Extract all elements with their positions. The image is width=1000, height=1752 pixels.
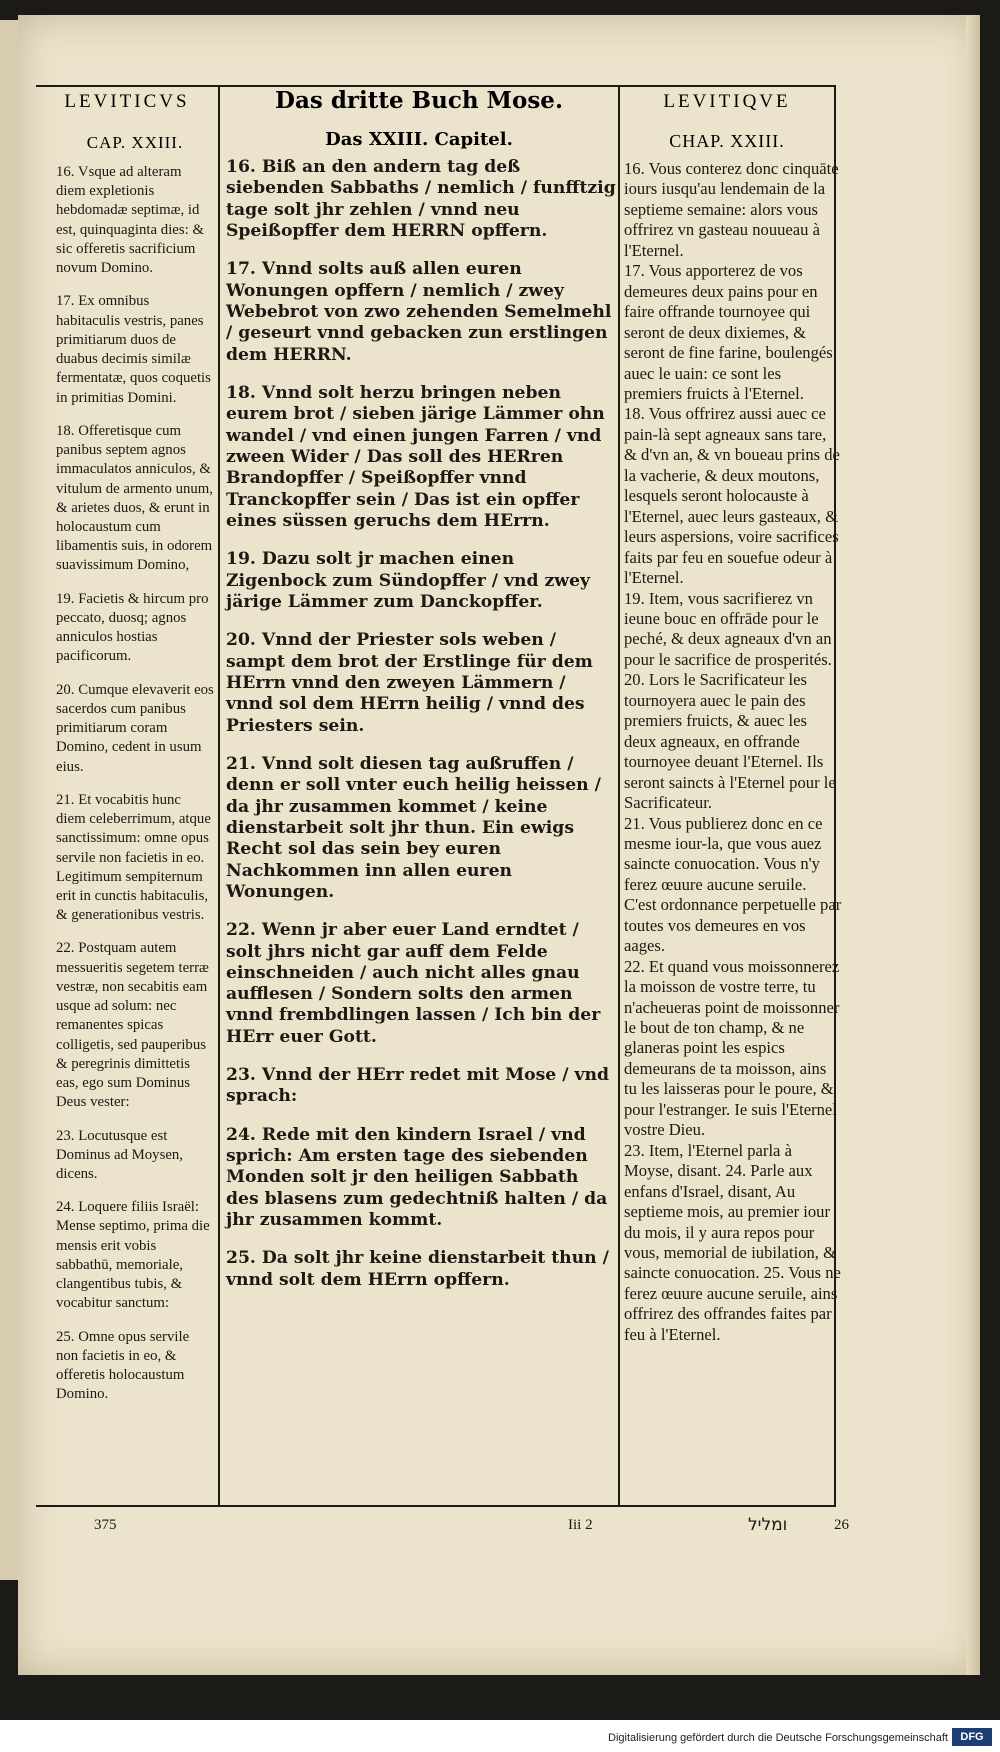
latin-verse-20: 20. Cumque elevaverit eos sacerdos cum panibus primitiarum coram Domino, cedent in usum eius. — [56, 681, 214, 775]
hebrew-catchword: ומליל — [748, 1515, 788, 1535]
french-verse-16: 16. Vous conterez donc cinquāte iours iusqu'au lendemain de la septieme semaine: alors vous offrirez vn gasteau nouueau à l'Eternel. — [624, 159, 839, 260]
latin-verse-23: 23. Locutusque est Dominus ad Moysen, dicens. — [56, 1127, 184, 1183]
chapter-german: Das XXIII. Capitel. — [325, 129, 513, 150]
german-verse-17: 17. Vnnd solts auß allen euren Wonungen opffern / nemlich / zwey Webebrot von zwo zehenden Semelmehl / geseurt vnnd gebacken zun erstlingen dem HERRN. — [226, 259, 612, 365]
column-rule-left — [218, 85, 220, 1505]
latin-verse-18: 18. Offeretisque cum panibus septem agnos immaculatos anniculos, & vitulum de armento unum, & arietes duos, & erunt in holocaustum cum libamentis suis, in odorem suavissimum Domino, — [56, 422, 213, 574]
german-verse-23: 23. Vnnd der HErr redet mit Mose / vnd sprach: — [226, 1065, 609, 1107]
chapter-french: CHAP. XXIII. — [669, 131, 785, 151]
german-column — [226, 157, 616, 1308]
credit-text: Digitalisierung gefördert durch die Deutsche Forschungsgemeinschaft — [608, 1732, 948, 1744]
text-frame — [36, 85, 842, 1495]
header-french: LEVITIQVE — [663, 91, 791, 112]
latin-verse-25: 25. Omne opus servile non facietis in eo, & offeretis holocaustum Domino. — [56, 1328, 190, 1403]
right-number: 26 — [834, 1517, 849, 1533]
latin-verse-17: 17. Ex omnibus habitaculis vestris, panes primitiarum duos de duabus decimis similæ fermentatæ, quos coquetis in primitias Domini. — [56, 293, 211, 406]
latin-column — [56, 163, 214, 1419]
french-verse-18: 18. Vous offrirez aussi auec ce pain-là sept agneaux sans tare, & d'vn an, & vn boueau prins de la vacherie, & deux moutons, lesquels seront holocauste à l'Eternel, auec leurs gasteaux, & leurs aspersions, voire sacrifices faits par feu en souefue odeur à l'Eternel. — [624, 404, 840, 588]
german-verse-25: 25. Da solt jhr keine dienstarbeit thun / vnnd solt dem HErrn opffern. — [226, 1248, 609, 1290]
french-verse-20: 20. Lors le Sacrificateur les tournoyera auec le pain des premiers fruicts, & auec les deux agneaux, en offrande tournoyee deuant l'Eternel. Ils seront saincts à l'Eternel pour le Sacrificateur. — [624, 670, 836, 813]
german-verse-22: 22. Wenn jr aber euer Land erndtet / solt jhrs nicht gar auff dem Felde einschneiden / auch nicht alles gnau aufflesen / Sondern solts den armen vnnd frembdlingen lassen / Ich bin der HErr euer Gott. — [226, 920, 601, 1047]
french-verse-23-25: 23. Item, l'Eternel parla à Moyse, disant. 24. Parle aux enfans d'Israel, disant, Au septieme mois, au premier iour du mois, il y aura repos pour vous, memorial de iubilation, & saincte conuocation. 25. Vous ne ferez œuure aucune seruile, ains offrirez des offrandes faites par feu à l'Eternel. — [624, 1140, 841, 1344]
german-verse-24: 24. Rede mit den kindern Israel / vnd sprich: Am ersten tage des siebenden Monden solt jr den heiligen Sabbath des blasens zum gedechtniß halten / da jhr zusammen kommt. — [226, 1124, 608, 1231]
chapter-latin: CAP. XXIII. — [86, 133, 184, 152]
german-verse-16: 16. Biß an den andern tag deß siebenden Sabbaths / nemlich / funfftzig tage solt jhr zehlen / vnnd neu Speißopffer dem HERRN opffern. — [226, 157, 616, 241]
latin-verse-16: 16. Vsque ad alteram diem expletionis hebdomadæ septimæ, id est, quinquaginta dies: & sic offeretis sacrificium novum Domino. — [56, 164, 204, 277]
dfg-logo-icon: DFG — [952, 1728, 992, 1746]
french-verse-17: 17. Vous apporterez de vos demeures deux pains pour en faire offrande tournoyee qui seront de deux dixiemes, & seront de fine farine, boulengés auec le uain: ce sont les premiers fruicts à l'Eternel. — [624, 261, 833, 403]
column-rule-right — [618, 85, 620, 1505]
frame-bottom-rule — [36, 1505, 836, 1507]
french-verse-19: 19. Item, vous sacrifierez vn ieune bouc en offrāde pour le peché, & deux agneaux d'vn an pour le sacrifice de prosperités. — [624, 588, 832, 669]
latin-verse-22: 22. Postquam autem messueritis segetem terræ vestræ, non secabitis eam usque ad solum: nec remanentes spicas colligetis, sed pauperibus & peregrinis dimittetis eas, ego sum Dominus Deus vester: — [56, 940, 209, 1111]
german-verse-21: 21. Vnnd solt diesen tag außruffen / denn er soll vnter euch heilig heissen / da jhr zusammen kommet / keine dienstarbeit solt jhr thun. Ein ewigs Recht sol das sein bey euren Nachkommen inn allen euren Wonungen. — [226, 753, 601, 902]
signature-mark: Iii 2 — [568, 1517, 593, 1533]
page-fore-edge — [966, 15, 980, 1675]
header-latin: LEVITICVS — [64, 91, 190, 112]
german-verse-20: 20. Vnnd der Priester sols weben / sampt dem brot der Erstlinge für dem HErrn vnnd den zweyen Lämmern / vnnd sol dem HErrn heilig / vnnd des Priesters sein. — [226, 630, 593, 736]
latin-verse-19: 19. Facietis & hircum pro peccato, duosq; agnos anniculos hostias pacificorum. — [56, 590, 209, 665]
french-verse-21: 21. Vous publierez donc en ce mesme iour-la, que vous auez saincte conuocation. Vous n'y ferez œuure aucune seruile. C'est ordonnance perpetuelle par toutes vos demeures en vos aages. — [624, 813, 842, 956]
french-verse-22: 22. Et quand vous moissonnerez la moisson de vostre terre, tu n'acheueras point de moissonner le bout de ton champ, & ne glaneras point les espics demeurans de ta moisson, ains tu les laisseras pour le poure, & pour l'estranger. Ie suis l'Eternel vostre Dieu. — [624, 956, 840, 1140]
german-verse-18: 18. Vnnd solt herzu bringen neben eurem brot / sieben järige Lämmer ohn wandel / vnd einen jungen Farren / vnd zween Wider / Das soll des HERren Brandopffer / Speißopffer vnnd Tranckopffer sein / Das ist ein opffer eines süssen geruchs dem HErrn. — [226, 382, 605, 531]
page-footer — [58, 1517, 848, 1543]
latin-verse-21: 21. Et vocabitis hunc diem celeberrimum, atque sanctissimum: omne opus servile non facietis in eo. Legitimum sempiternum erit in cunctis habitaculis, & generationibus vestris. — [56, 791, 211, 924]
latin-verse-24: 24. Loquere filiis Israël: Mense septimo, prima die mensis erit vobis sabbathū, memoriale, clangentibus tubis, & vocabitur sanctum: — [56, 1199, 210, 1312]
german-verse-19: 19. Dazu solt jr machen einen Zigenbock zum Sündopffer / vnd zwey järige Lämmer zum Danckopffer. — [226, 549, 591, 612]
page-number: 375 — [94, 1517, 117, 1533]
book-page — [18, 15, 980, 1675]
french-column — [624, 159, 842, 1345]
header-german: Das dritte Buch Mose. — [275, 87, 563, 114]
